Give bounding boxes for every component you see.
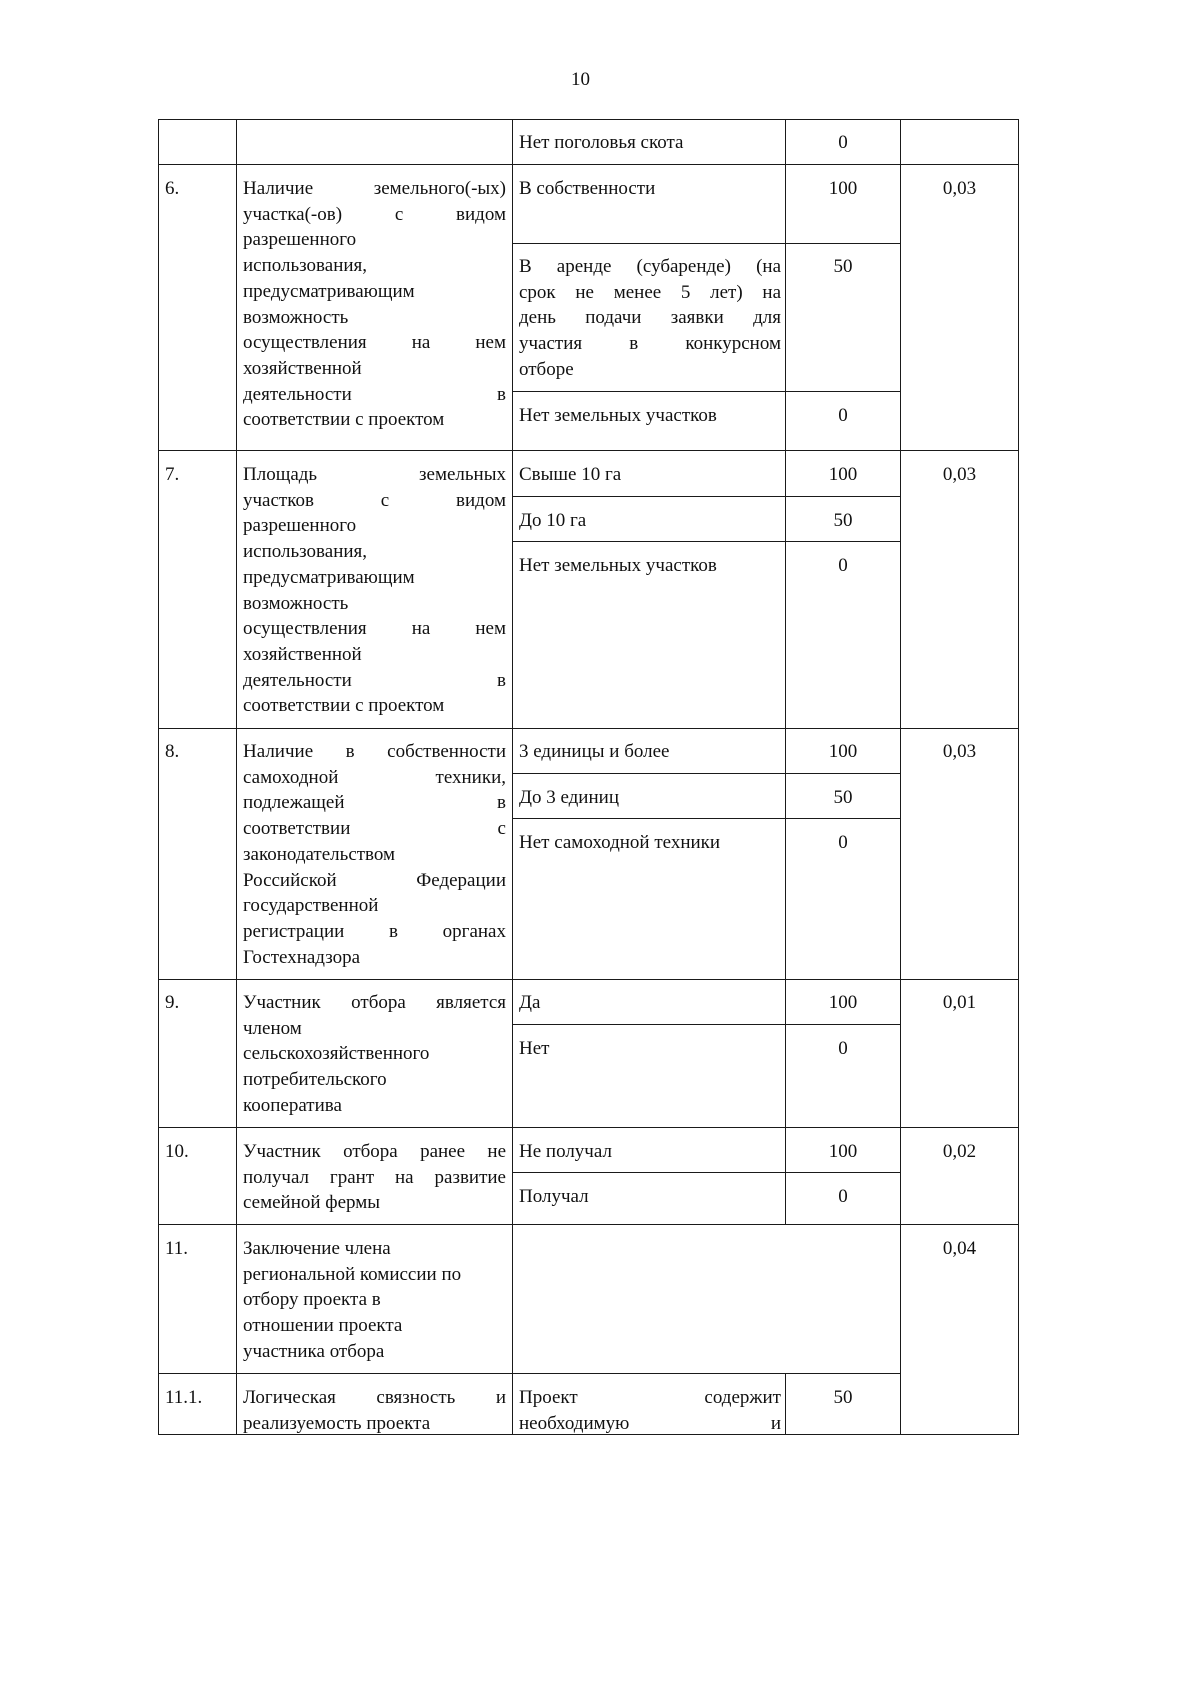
criterion-line: участника отбора [243,1340,385,1362]
option-line: участия в конкурсном [519,333,781,355]
row-number: 6. [165,178,180,199]
option-score: 100 [828,464,858,485]
criterion-weight: 0,02 [942,1141,977,1162]
criterion-weight: 0,04 [942,1238,977,1259]
criterion-line: самоходной техники, [243,766,506,788]
criterion-line: использования, [243,255,368,277]
row-number: 9. [165,992,180,1013]
criterion-line: соответствии с проектом [243,409,445,431]
option-text: Свыше 10 га [519,464,622,485]
criterion-line: возможность [243,306,349,328]
option-text: Нет поголовья скота [519,132,684,153]
criterion-line: потребительского [243,1069,387,1091]
option-text: Не получал [519,1141,612,1162]
option-score: 0 [838,405,848,426]
criterion-weight: 0,03 [942,178,977,199]
option-line: срок не менее 5 лет) на [519,281,781,303]
option-text: Нет [519,1038,550,1059]
row-number: 10. [165,1141,189,1162]
option-text: Нет земельных участков [519,405,717,426]
row-number: 11.1. [165,1387,203,1408]
criterion-line: осуществления на нем [243,332,506,354]
option-score: 50 [833,510,853,531]
criterion-line: Площадь земельных [243,464,506,485]
criterion-line: Заключение члена [243,1238,391,1259]
criterion-weight: 0,01 [942,992,977,1013]
criterion-weight: 0,03 [942,741,977,762]
option-text [519,1385,781,1436]
option-score: 0 [838,832,848,853]
option-text: До 3 единиц [519,787,619,808]
row-number: 7. [165,464,180,485]
criterion-line: хозяйственной [243,357,362,379]
row-number: 8. [165,741,180,762]
option-line: Проект содержит [519,1387,781,1408]
criterion-text [243,739,506,970]
option-score: 0 [838,1186,848,1207]
option-text: Получал [519,1186,589,1207]
criterion-line: использования, [243,541,368,563]
option-score: 100 [828,178,858,199]
criterion-line: сельскохозяйственного [243,1043,430,1065]
option-score: 100 [828,992,858,1013]
criterion-line: Российской Федерации [243,869,506,891]
option-text: Нет земельных участков [519,555,717,576]
option-score: 50 [833,256,853,277]
criterion-line: Логическая связность и [243,1387,506,1408]
criterion-line: участков с видом [243,489,506,511]
criterion-weight: 0,03 [942,464,977,485]
criterion-line: участка(-ов) с видом [243,203,506,225]
criterion-line: деятельности в [243,383,506,405]
option-score: 50 [833,787,853,808]
option-text: Да [519,992,541,1013]
criterion-line: Наличие в собственности [243,741,506,762]
criterion-line: Участник отбора ранее не [243,1141,506,1162]
criterion-line: предусматривающим [243,280,415,302]
option-text [519,254,781,383]
criterion-line: разрешенного [243,229,357,251]
criterion-line: законодательством [243,843,396,865]
criterion-line: разрешенного [243,515,357,537]
option-score: 100 [828,741,858,762]
criterion-line: регистрации в органах [243,920,506,942]
option-line: необходимую и [519,1412,781,1434]
criterion-line: отношении проекта [243,1315,403,1337]
option-line: отборе [519,358,574,380]
criterion-line: Участник отбора является [243,992,506,1013]
option-text: 3 единицы и более [519,741,670,762]
criterion-line: реализуемость проекта [243,1412,431,1434]
criterion-line: подлежащей в [243,792,506,814]
option-score: 0 [838,555,848,576]
option-score: 100 [828,1141,858,1162]
criterion-line: получал грант на развитие [243,1166,506,1188]
criterion-line: деятельности в [243,669,506,691]
criterion-text [243,1236,506,1365]
option-text: До 10 га [519,510,587,531]
criterion-line: региональной комиссии по [243,1263,462,1285]
criterion-line: хозяйственной [243,643,362,665]
criterion-line: кооператива [243,1094,342,1116]
criterion-line: членом [243,1017,302,1039]
option-line: день подачи заявки для [519,307,781,329]
option-text: Нет самоходной техники [519,832,721,853]
criterion-text [243,176,506,433]
criterion-line: семейной фермы [243,1192,381,1214]
criterion-line: отбору проекта в [243,1289,381,1311]
criterion-line: соответствии с проектом [243,695,445,717]
page-number: 10 [571,69,590,90]
criterion-line: государственной [243,895,379,917]
criterion-line: соответствии с [243,818,506,840]
option-score: 0 [838,1038,848,1059]
row-number: 11. [165,1238,189,1259]
criterion-line: осуществления на нем [243,618,506,640]
criterion-text [243,1139,506,1216]
criterion-text [243,1385,506,1436]
criterion-text [243,462,506,719]
criterion-text [243,990,506,1119]
criterion-line: Наличие земельного(-ых) [243,178,506,199]
criterion-line: возможность [243,592,349,614]
option-score: 0 [838,132,848,153]
criterion-line: Гостехнадзора [243,946,361,968]
criterion-line: предусматривающим [243,566,415,588]
option-score: 50 [833,1387,853,1408]
option-line: В аренде (субаренде) (на [519,256,781,277]
option-text: В собственности [519,178,656,199]
